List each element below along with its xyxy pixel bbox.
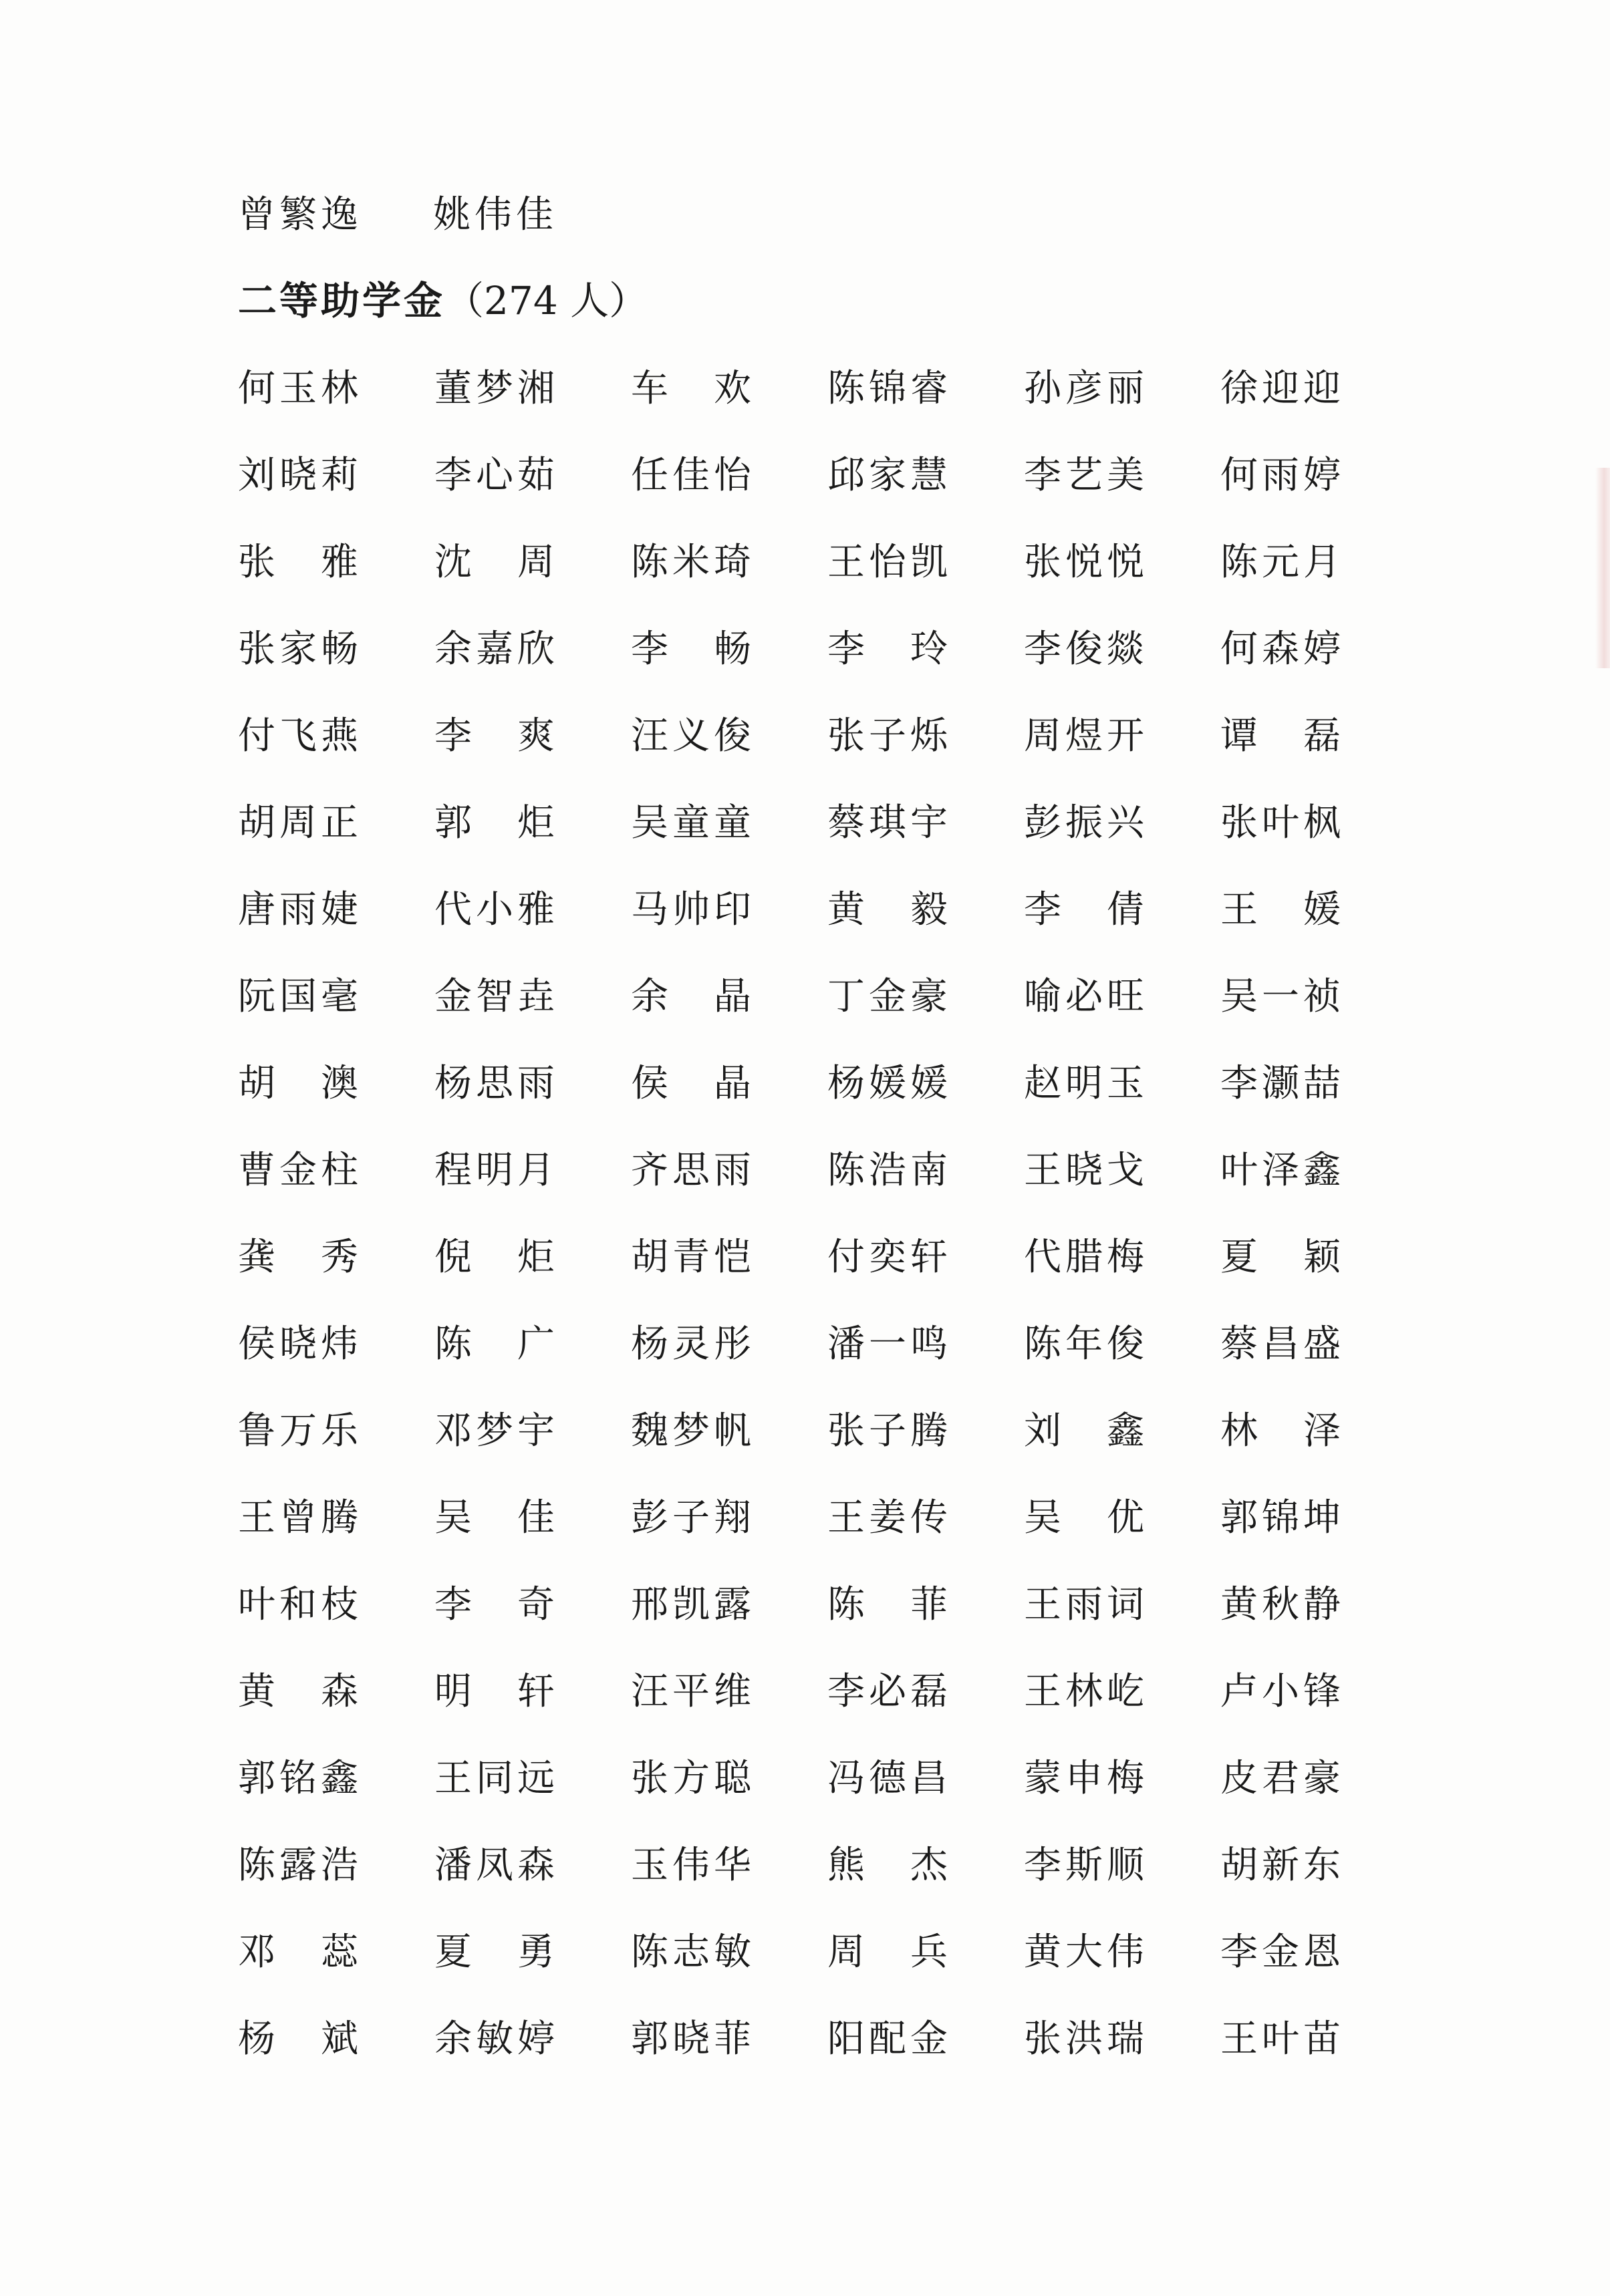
name-entry: 侯 晶 [631, 1062, 755, 1105]
name-entry: 邓 蕊 [238, 1930, 362, 1974]
name-entry: 卢小锋 [1220, 1670, 1345, 1713]
name-entry: 玉伟华 [631, 1844, 755, 1887]
name-entry: 胡周正 [238, 801, 362, 845]
name-entry: 王曾腾 [238, 1496, 362, 1540]
name-entry: 何玉林 [238, 367, 362, 410]
name-entry: 李 爽 [434, 714, 559, 758]
name-entry: 杨灵彤 [631, 1322, 755, 1366]
name-entry: 周煜开 [1024, 714, 1148, 758]
name-entry: 齐思雨 [631, 1149, 755, 1192]
name-entry: 黄大伟 [1024, 1930, 1148, 1974]
name-entry: 黄秋静 [1220, 1583, 1345, 1626]
name-entry: 王 媛 [1220, 888, 1345, 931]
stamp-edge-mark [1595, 468, 1610, 668]
name-entry: 胡新东 [1220, 1844, 1345, 1887]
name-entry: 夏 颖 [1220, 1236, 1345, 1279]
name-entry: 陈露浩 [238, 1844, 362, 1887]
name-entry: 陈米琦 [631, 541, 755, 584]
name-entry: 丁金豪 [827, 975, 952, 1018]
name-entry: 何森婷 [1220, 627, 1345, 671]
name-entry: 邓梦宇 [434, 1409, 559, 1453]
name-entry: 李艺美 [1024, 454, 1148, 497]
name-entry: 马帅印 [631, 888, 755, 931]
name-entry: 曹金柱 [238, 1149, 362, 1192]
name-entry: 林 泽 [1220, 1409, 1345, 1453]
section-heading [238, 274, 648, 327]
name-entry: 代小雅 [434, 888, 559, 931]
name-entry: 张家畅 [238, 627, 362, 671]
name-entry: 李斯顺 [1024, 1844, 1148, 1887]
name-entry: 蔡琪宇 [827, 801, 952, 845]
name-entry: 陈 菲 [827, 1583, 952, 1626]
name-entry: 潘凤森 [434, 1844, 559, 1887]
name-entry: 曾繁逸 [238, 193, 362, 237]
name-entry: 孙彦丽 [1024, 367, 1148, 410]
name-entry: 刘晓莉 [238, 454, 362, 497]
name-entry: 叶和枝 [238, 1583, 362, 1626]
name-entry: 蔡昌盛 [1220, 1322, 1345, 1366]
name-entry: 冯德昌 [827, 1757, 952, 1800]
name-entry: 周 兵 [827, 1930, 952, 1974]
name-entry: 谭 磊 [1220, 714, 1345, 758]
name-list-grid [238, 362, 1417, 2100]
name-entry: 喻必旺 [1024, 975, 1148, 1018]
name-entry: 郭铭鑫 [238, 1757, 362, 1800]
name-entry: 李俊燚 [1024, 627, 1148, 671]
name-entry: 张 雅 [238, 541, 362, 584]
name-entry: 张方聪 [631, 1757, 755, 1800]
name-entry: 李 玲 [827, 627, 952, 671]
name-entry: 刘 鑫 [1024, 1409, 1148, 1453]
name-entry: 胡 澳 [238, 1062, 362, 1105]
name-entry: 郭 炬 [434, 801, 559, 845]
name-entry: 鲁万乐 [238, 1409, 362, 1453]
name-entry: 黄 毅 [827, 888, 952, 931]
name-entry: 张子烁 [827, 714, 952, 758]
name-entry: 夏 勇 [434, 1930, 559, 1974]
name-entry: 郭晓菲 [631, 2017, 755, 2061]
name-entry: 陈锦睿 [827, 367, 952, 410]
name-entry: 任佳怡 [631, 454, 755, 497]
name-entry: 胡青恺 [631, 1236, 755, 1279]
name-entry: 明 轩 [434, 1670, 559, 1713]
name-entry: 阮国毫 [238, 975, 362, 1018]
name-entry: 余嘉欣 [434, 627, 559, 671]
name-entry: 董梦湘 [434, 367, 559, 410]
name-entry: 代腊梅 [1024, 1236, 1148, 1279]
name-entry: 唐雨婕 [238, 888, 362, 931]
name-entry: 沈 周 [434, 541, 559, 584]
name-entry: 王怡凯 [827, 541, 952, 584]
name-entry: 李灏喆 [1220, 1062, 1345, 1105]
name-entry: 吴一祯 [1220, 975, 1345, 1018]
name-entry: 彭子翔 [631, 1496, 755, 1540]
name-entry: 余 晶 [631, 975, 755, 1018]
name-entry: 黄 森 [238, 1670, 362, 1713]
name-entry: 杨媛媛 [827, 1062, 952, 1105]
name-entry: 吴童童 [631, 801, 755, 845]
name-entry: 郭锦坤 [1220, 1496, 1345, 1540]
name-entry: 付奕轩 [827, 1236, 952, 1279]
name-entry: 李 奇 [434, 1583, 559, 1626]
name-entry: 张子腾 [827, 1409, 952, 1453]
name-entry: 程明月 [434, 1149, 559, 1192]
name-entry: 龚 秀 [238, 1236, 362, 1279]
name-entry: 王林屹 [1024, 1670, 1148, 1713]
name-entry: 熊 杰 [827, 1844, 952, 1887]
name-entry: 汪平维 [631, 1670, 755, 1713]
name-entry: 何雨婷 [1220, 454, 1345, 497]
name-entry: 姚伟佳 [433, 193, 557, 237]
name-entry: 张洪瑞 [1024, 2017, 1148, 2061]
name-entry: 金智垚 [434, 975, 559, 1018]
name-entry: 王晓戈 [1024, 1149, 1148, 1192]
name-entry: 吴 优 [1024, 1496, 1148, 1540]
name-entry: 李金恩 [1220, 1930, 1345, 1974]
name-entry: 邱家慧 [827, 454, 952, 497]
name-entry: 皮君豪 [1220, 1757, 1345, 1800]
name-entry: 赵明玉 [1024, 1062, 1148, 1105]
name-entry: 彭振兴 [1024, 801, 1148, 845]
name-entry: 汪义俊 [631, 714, 755, 758]
name-entry: 王姜传 [827, 1496, 952, 1540]
name-entry: 陈志敏 [631, 1930, 755, 1974]
name-entry: 张叶枫 [1220, 801, 1345, 845]
name-entry: 李心茹 [434, 454, 559, 497]
name-entry: 付飞燕 [238, 714, 362, 758]
name-entry: 陈 广 [434, 1322, 559, 1366]
section-title: 二等助学金 [238, 278, 446, 323]
name-entry: 潘一鸣 [827, 1322, 952, 1366]
name-entry: 陈年俊 [1024, 1322, 1148, 1366]
name-entry: 吴 佳 [434, 1496, 559, 1540]
name-entry: 李 倩 [1024, 888, 1148, 931]
name-entry: 李 畅 [631, 627, 755, 671]
name-entry: 车 欢 [631, 367, 755, 410]
name-entry: 王雨词 [1024, 1583, 1148, 1626]
name-entry: 徐迎迎 [1220, 367, 1345, 410]
section-count: （274 人） [445, 278, 648, 323]
name-entry: 倪 炬 [434, 1236, 559, 1279]
name-entry: 王同远 [434, 1757, 559, 1800]
name-entry: 叶泽鑫 [1220, 1149, 1345, 1192]
name-entry: 余敏婷 [434, 2017, 559, 2061]
name-entry: 蒙申梅 [1024, 1757, 1148, 1800]
name-entry: 杨思雨 [434, 1062, 559, 1105]
name-entry: 魏梦帆 [631, 1409, 755, 1453]
name-entry: 王叶苗 [1220, 2017, 1345, 2061]
carryover-names-row [238, 188, 628, 242]
name-entry: 陈浩南 [827, 1149, 952, 1192]
name-entry: 侯晓炜 [238, 1322, 362, 1366]
name-entry: 李必磊 [827, 1670, 952, 1713]
name-entry: 杨 斌 [238, 2017, 362, 2061]
name-entry: 陈元月 [1220, 541, 1345, 584]
name-entry: 张悦悦 [1024, 541, 1148, 584]
name-entry: 邢凯露 [631, 1583, 755, 1626]
name-entry: 阳配金 [827, 2017, 952, 2061]
